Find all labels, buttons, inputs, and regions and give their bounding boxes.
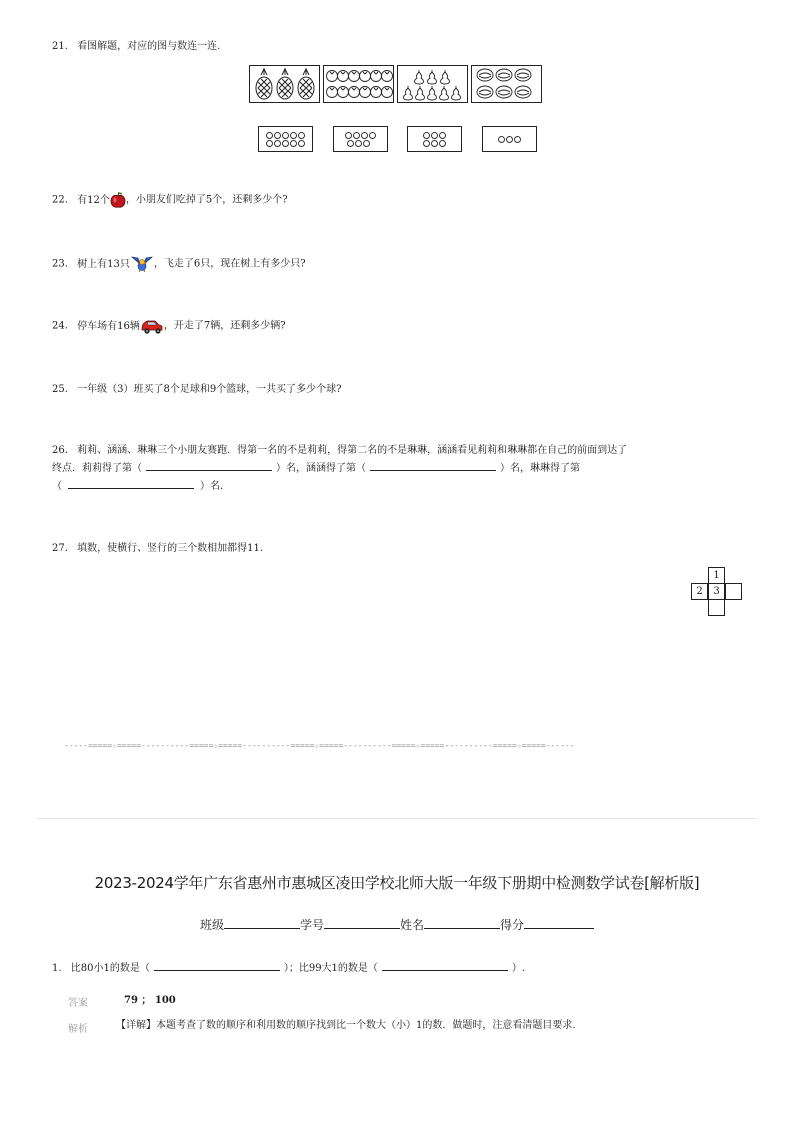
circle-box-six[interactable] [407, 126, 462, 152]
question-text-post: ，飞走了6只，现在树上有多少只? [153, 258, 306, 270]
question-27 [52, 540, 263, 558]
question-number: 27. [52, 543, 68, 554]
question-1: 1. 比80小1的数是（ ）；比99大1的数是（ ）. [52, 960, 525, 978]
strawberry-box [323, 65, 394, 103]
answer-blank-1a[interactable] [154, 960, 280, 971]
pineapple-box [249, 65, 320, 103]
grid-cell-top: 1 [708, 567, 725, 584]
question-text: 一年级（3）班买了8个足球和9个篮球，一共买了多少个球? [77, 384, 342, 395]
question-22 [52, 191, 288, 210]
answer-blank-lili[interactable] [146, 460, 272, 471]
pear-icon [399, 67, 467, 101]
name-field[interactable] [424, 916, 500, 929]
answer-label: 答案 [68, 998, 88, 1009]
question-text-post: ，开走了7辆，还剩多少辆? [163, 320, 286, 332]
question-26-line3: （ ）名. [52, 478, 223, 496]
score-field[interactable] [524, 916, 594, 929]
answer-blank-hanhan[interactable] [370, 460, 496, 471]
analysis-text: 【详解】本题考查了数的顺序和利用数的顺序找到比一个数大（小）1的数．做题时，注意看清题目要求. [116, 1020, 576, 1031]
pineapple-icon [252, 67, 318, 101]
question-24 [52, 317, 286, 336]
question-26-line2: 终点．莉莉得了第（ ）名，涵涵得了第（ ）名，琳琳得了第 [52, 460, 580, 478]
melon-box [471, 65, 542, 103]
answer-blank-linlin[interactable] [68, 478, 194, 489]
question-26 [52, 442, 627, 460]
question-text-pre: 树上有13只 [77, 258, 130, 270]
grid-cell-bottom[interactable] [708, 599, 725, 616]
question-number: 22. [52, 194, 68, 206]
strawberry-icon [325, 67, 393, 101]
question-text: 看图解题，对应的图与数连一连. [77, 41, 221, 52]
grid-cell-right[interactable] [725, 583, 742, 600]
question-23 [52, 255, 306, 274]
grid-cell-left: 2 [691, 583, 708, 600]
question-21 [52, 38, 220, 56]
question-number: 25. [52, 384, 68, 395]
question-number: 26. [52, 445, 68, 456]
circle-box-three[interactable] [482, 126, 537, 152]
answer-value: 79 ； 100 [124, 995, 176, 1006]
picture-row [249, 65, 542, 103]
question-number: 1. [52, 963, 62, 974]
question-text-line1: 莉莉、涵涵、琳琳三个小朋友赛跑．得第一名的不是莉莉，得第二名的不是琳琳，涵涵看见莉莉和琳琳都在自己的前面到达了 [77, 445, 628, 456]
car-icon [140, 317, 164, 335]
melon-icon [473, 67, 541, 101]
question-text-post: ，小朋友们吃掉了5个，还剩多少个? [125, 194, 288, 206]
page-title: 2023-2024学年广东省惠州市惠城区凌田学校北师大版一年级下册期中检测数学试卷[解析版] [94, 874, 700, 892]
circle-box-eight[interactable] [333, 126, 388, 152]
page-break-line [37, 818, 757, 819]
question-number: 24. [52, 320, 68, 332]
question-25 [52, 381, 342, 399]
answer-blank-1b[interactable] [382, 960, 508, 971]
pear-box [397, 65, 468, 103]
bird-icon [130, 255, 154, 273]
apple-icon [110, 191, 126, 209]
question-number: 23. [52, 258, 68, 270]
section-divider: -----=====☆=====----------=====☆=====----------=====☆=====----------=====☆=====----------=====☆=====------ [64, 741, 575, 750]
analysis-label: 解析 [68, 1024, 88, 1035]
grid-cell-center: 3 [708, 583, 725, 600]
question-number: 21. [52, 41, 68, 52]
question-text-pre: 有12个 [77, 194, 110, 206]
student-id-field[interactable] [324, 916, 400, 929]
class-field[interactable] [224, 916, 300, 929]
student-info-line: 班级 学号 姓名 得分 [0, 916, 794, 933]
question-text: 填数，使横行、竖行的三个数相加都得11. [77, 543, 263, 554]
question-text-pre: 停车场有16辆 [77, 320, 140, 332]
circle-box-ten[interactable] [258, 126, 313, 152]
